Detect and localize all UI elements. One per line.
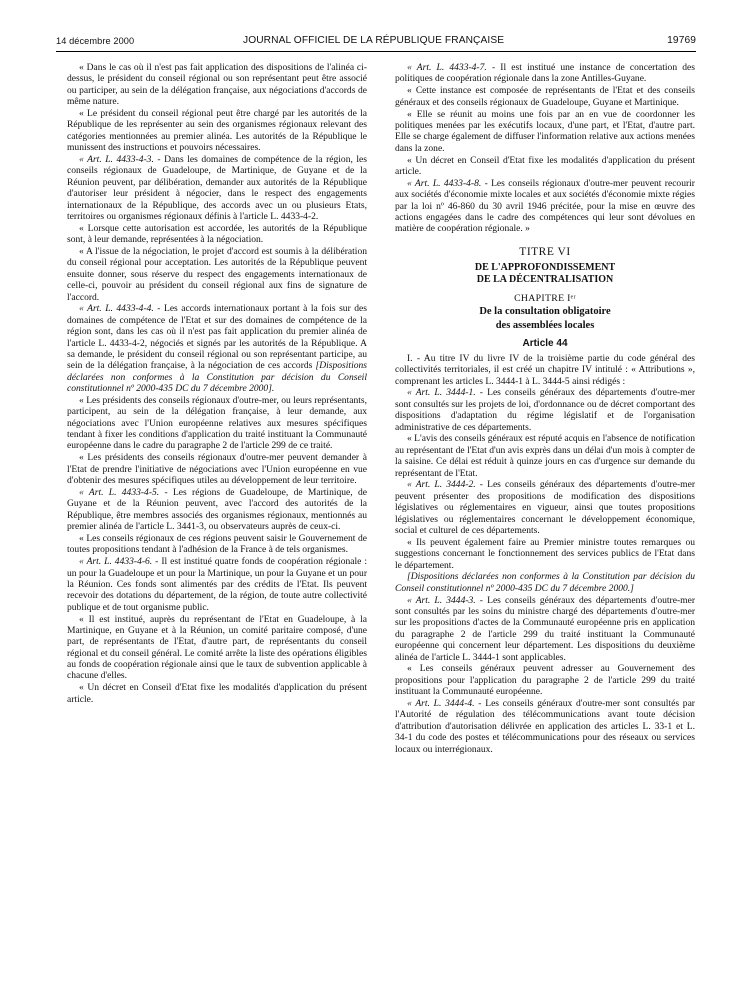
paragraph [67, 452, 367, 486]
article-reference: « Art. L. 4433-4-6. [79, 556, 153, 568]
chapitre-heading: CHAPITRE Iᵉʳ [514, 293, 576, 304]
article-reference: « Art. L. 4433-4-3. [79, 154, 154, 165]
paragraph-text: « Les présidents des conseils régionaux d'outre-mer, ou leurs représentants, participent, au sein de la délégation française, à leur demande, aux négociations avec l'Union européenne relatives aux mesures spécifiques tendant à fixer les conditions d'application du traité instituant la Communauté européenne dans le cadre du paragraphe 2 de l'article 299 de ce traité. [67, 394, 367, 452]
paragraph-text: - Dans les domaines de compétence de la région, les conseils régionaux de Guadeloupe, de Martinique, de Guyane et de la Réunion peuvent, par délibération, demander aux autorités de la République d'autoriser leur président à négocier, dans le respect des engagements internationaux de la République, des accords avec un ou plusieurs Etats, territoires ou organismes régionaux définis à l'article L. 4433-4-2. [67, 154, 367, 222]
paragraph [395, 595, 695, 663]
header-rule [56, 51, 696, 52]
paragraph [67, 395, 367, 452]
paragraph [67, 487, 367, 533]
paragraph [395, 155, 695, 178]
article-reference: « Art. L. 4433-4-7. [407, 62, 487, 73]
article-reference: « Art. L. 4433-4-4. [79, 303, 154, 315]
paragraph-text: « Les présidents des conseils régionaux d'outre-mer peuvent demander à l'Etat de prendre l'initiative de négociations avec l'Union européenne en vue d'obtenir des mesures spécifiques utiles au développement de leur territoire. [67, 452, 367, 486]
left-column [67, 62, 367, 705]
header-date: 14 décembre 2000 [56, 36, 135, 46]
paragraph-text: « Elle se réunit au moins une fois par an en vue de coordonner les politiques menées par les exécutifs locaux, d'une part, et l'Etat, d'autre part. Elle se charge également de diffuser l'information relative aux actions menées dans la zone. [395, 108, 695, 154]
paragraph-text: « Le président du conseil régional peut être chargé par les autorités de la République de les représenter au sein des organismes régionaux relevant des catégories mentionnées au premier alinéa. Les autorités de la République le munissent des instructions et pouvoirs nécessaires. [67, 108, 367, 154]
paragraph-text: - Les conseils généraux des départements d'outre-mer peuvent présenter des propositions de modification des dispositions législatives ou réglementaires en vigueur, ainsi que toutes propositions législatives ou réglementaires concernant le développement économique, social et culturel de ces départements. [395, 479, 695, 536]
paragraph-text: - Il est institué une instance de concertation des politiques de coopération régionale dans la zone Antilles-Guyane. [395, 62, 695, 85]
titre-subheading-1: DE L'APPROFONDISSEMENT [474, 262, 616, 273]
paragraph-text: « Un décret en Conseil d'Etat fixe les modalités d'application du présent article. [395, 154, 695, 177]
paragraph-text: - Les conseils régionaux d'outre-mer peuvent recourir aux sociétés d'économie mixte locales et aux sociétés d'économie mixte régies par la loi nº 46-860 du 30 avril 1946 précitée, pour la mise en œuvre des actions engagées dans le cadre des compétences qui leur sont dévolues en matière de coopération régionale. » [395, 177, 695, 235]
right-column-bottom [395, 353, 695, 755]
titre-subheading-2: DE LA DÉCENTRALISATION [476, 273, 614, 285]
paragraph [67, 556, 367, 613]
paragraph-text: - Les régions de Guadeloupe, de Martinique, de Guyane et de la Réunion peuvent, avec l'accord des autorités de la République, être membres associés des organismes régionaux, mentionnés au premier alinéa de l'article L. 3441-3, ou observateurs auprès de ceux-ci. [67, 486, 367, 532]
page-header [56, 34, 696, 50]
paragraph-text: - Les conseils généraux des départements d'outre-mer sont consultés par les soins du ministre chargé des départements d'outre-mer sur les propositions d'actes de la Communauté européenne pris en application du paragraphe 2 de l'article 299 du traité instituant la Communauté européenne qui concernent leur département. Les dispositions du deuxième alinéa de l'article L. 3444-1 sont applicables. [395, 594, 695, 663]
chapitre-subheading-2: des assemblées locales [495, 320, 595, 332]
paragraph [395, 109, 695, 155]
right-column-top [395, 62, 695, 235]
paragraph-text: « Les conseils régionaux de ces régions peuvent saisir le Gouvernement de toutes propositions tendant à l'adhésion de la France à de tels organismes. [67, 532, 367, 556]
paragraph-text: - Les accords internationaux portant à la fois sur des domaines de compétence de l'Etat et sur des domaines de compétence de la région sont, dans les cas où il n'est pas fait application du premier alinéa de l'article L. 4433-4-2, négociés et signés par les autorités de la République. A sa demande, le président du conseil régional ou son représentant participe, au sein de la délégation française, à la négociation de ces accords [67, 303, 367, 372]
article-heading: Article 44 [522, 338, 568, 350]
chapitre-subheading-1: De la consultation obligatoire [479, 306, 611, 318]
paragraph-text: « A l'issue de la négociation, le projet d'accord est soumis à la délibération du conseil régional pour acceptation. Les autorités de la République peuvent ensuite donner, sous réserve du respect des engagements internationaux de celle-ci, pouvoir au président du conseil régional aux fins de signature de l'accord. [67, 246, 367, 303]
paragraph [67, 246, 367, 303]
paragraph [395, 62, 695, 85]
paragraph-text: « Un décret en Conseil d'Etat fixe les modalités d'application du présent article. [67, 682, 367, 705]
paragraph-text: « Les conseils généraux peuvent adresser au Gouvernement des propositions pour l'application du paragraphe 2 de l'article 299 du traité instituant la Communauté européenne. [395, 663, 695, 698]
paragraph [395, 663, 695, 697]
article-reference: « Art. L. 3444-1. [407, 387, 476, 399]
paragraph [67, 303, 367, 394]
paragraph [395, 433, 695, 479]
paragraph-text: « Ils peuvent également faire au Premier ministre toutes remarques ou suggestions concernant le fonctionnement des services publics de l'Etat dans le département. [395, 536, 695, 571]
censure-note: [Dispositions déclarées non conformes à la Constitution par décision du Conseil constitutionnel nº 2000-435 DC du 7 décembre 2000]. [67, 360, 367, 394]
right-column [395, 62, 695, 755]
paragraph-text: - Il est institué quatre fonds de coopération régionale : un pour la Guadeloupe et un pour la Martinique, un pour la Guyane et un pour la Réunion. Ces fonds sont alimentés par des crédits de l'Etat. Ils peuvent recevoir des dotations du département, de la région, de toute autre collectivité publique et de tout organisme public. [67, 556, 367, 613]
paragraph [395, 85, 695, 108]
paragraph-text: I. - Au titre IV du livre IV de la troisième partie du code général des collectivités territoriales, il est créé un chapitre IV intitulé : « Attributions », comprenant les articles L. 3444-1 à L. 3444-5 ainsi rédigés : [395, 352, 695, 387]
paragraph [67, 62, 367, 108]
paragraph-text: « Cette instance est composée de représentants de l'Etat et des conseils généraux et des conseils régionaux de Guadeloupe, Guyane et Martinique. [395, 85, 695, 108]
paragraph [67, 108, 367, 154]
paragraph-text: - Les conseils généraux des départements d'outre-mer sont consultés sur les projets de loi, d'ordonnance ou de décret comportant des dispositions d'adaptation du régime législatif et de l'organisation administrative de ces départements. [395, 387, 695, 433]
article-reference: « Art. L. 3444-4. [407, 698, 475, 709]
article-reference: « Art. L. 4433-4-8. [407, 177, 482, 189]
paragraph [67, 533, 367, 556]
paragraph [395, 537, 695, 571]
paragraph-text: - Les conseils généraux d'outre-mer sont consultés par l'Autorité de régulation des télécommunications avant toute décision d'attribution d'autorisation délivrée en application des articles L. 33-1 et L. 34-1 du code des postes et télécommunications pour des réseaux ou services locaux ou interrégionaux. [395, 698, 695, 755]
page-number: 19769 [667, 35, 696, 46]
paragraph [395, 571, 695, 594]
article-reference: « Art. L. 3444-3. [407, 594, 476, 606]
paragraph [67, 682, 367, 705]
paragraph [67, 614, 367, 682]
paragraph [395, 387, 695, 433]
censure-note: [Dispositions déclarées non conformes à la Constitution par décision du Conseil constitutionnel nº 2000-435 DC du 7 décembre 2000.] [395, 571, 695, 594]
paragraph [67, 154, 367, 222]
paragraph-text: « Lorsque cette autorisation est accordée, les autorités de la République sont, à leur demande, représentées à la négociation. [67, 222, 367, 246]
paragraph [395, 178, 695, 235]
paragraph [395, 479, 695, 536]
article-reference: « Art. L. 3444-2. [407, 479, 476, 491]
titre-heading: TITRE VI [519, 245, 571, 258]
paragraph [67, 223, 367, 246]
article-reference: « Art. L. 4433-4-5. [79, 486, 160, 498]
journal-title: JOURNAL OFFICIEL DE LA RÉPUBLIQUE FRANÇAISE [243, 35, 505, 46]
paragraph-text: « L'avis des conseils généraux est réputé acquis en l'absence de notification au représentant de l'Etat d'un avis exprès dans un délai d'un mois à compter de la saisine. Ce délai est réduit à quinze jours en cas d'urgence sur demande du représentant de l'Etat. [395, 433, 695, 479]
paragraph [395, 353, 695, 387]
paragraph-text: « Dans le cas où il n'est pas fait application des dispositions de l'alinéa ci-dessus, le président du conseil régional ou son représentant peut être associé ou participer, au sein de la délégation française, aux négociations d'accords de même nature. [67, 62, 367, 108]
paragraph [395, 698, 695, 755]
paragraph-text: « Il est institué, auprès du représentant de l'Etat en Guadeloupe, à la Martinique, en Guyane et à la Réunion, un comité paritaire composé, d'une part, de représentants de l'Etat, d'autre part, de représentants du conseil régional et du conseil général. Le comité arrête la liste des opérations éligibles au fonds de coopération régionale ainsi que le taux de subvention applicable à chacune d'elles. [67, 613, 367, 682]
